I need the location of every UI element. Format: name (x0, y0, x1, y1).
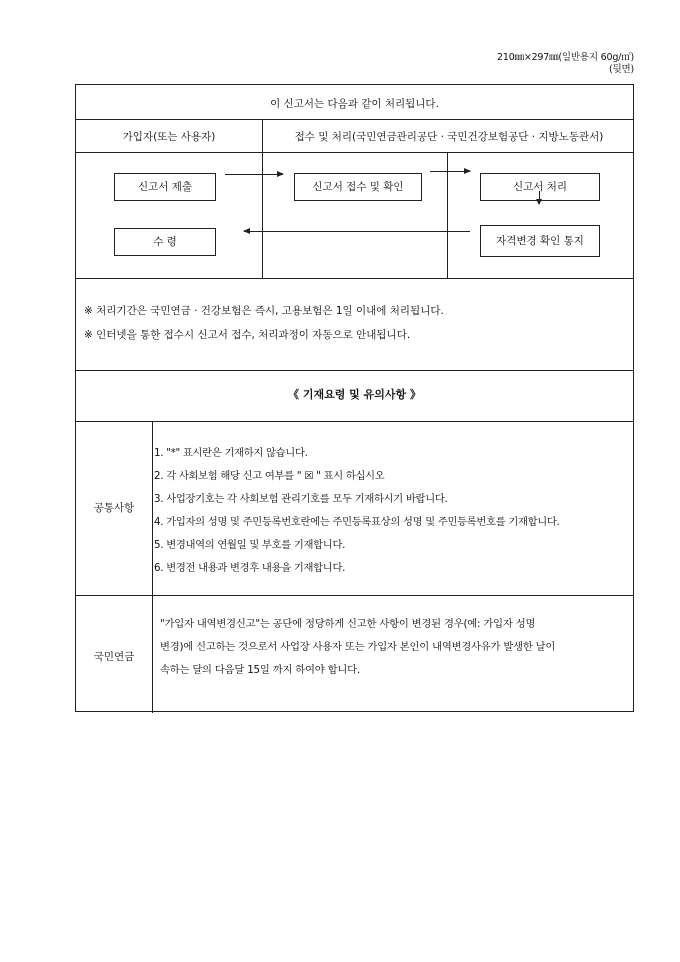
common-item: 1. "*" 표시란은 기재하지 않습니다. (154, 447, 308, 459)
column-header-applicant: 가입자(또는 사용자) (122, 131, 216, 143)
divider (76, 370, 633, 371)
divider (76, 152, 633, 153)
note-internet: ※ 인터넷을 통한 접수시 신고서 접수, 처리과정이 자동으로 안내됩니다. (84, 329, 411, 341)
paper-spec (497, 52, 634, 76)
column-divider (262, 119, 263, 278)
arrow-left-icon (244, 231, 470, 232)
pension-line: "가입자 내역변경신고"는 공단에 정당하게 신고한 사항이 변경된 경우(예: 가입자 성명 (160, 618, 536, 630)
pension-label: 국민연금 (93, 651, 135, 663)
common-item: 5. 변경내역의 연월일 및 부호를 기재합니다. (154, 539, 346, 551)
common-item: 4. 가입자의 성명 및 주민등록번호란에는 주민등록표상의 성명 및 주민등록번호를 기재합니다. (154, 516, 560, 528)
label-divider (152, 421, 153, 713)
common-item: 2. 각 사회보험 해당 신고 여부를 " ☒ " 표시 하십시오 (154, 470, 385, 482)
step-receive: 수 령 (114, 228, 216, 256)
column-header-processing: 접수 및 처리(국민연금관리공단 · 국민건강보험공단 · 지방노동관서) (294, 131, 604, 143)
divider (76, 278, 633, 279)
processing-document (75, 84, 634, 712)
arrow-right-icon (225, 174, 283, 175)
divider (76, 595, 633, 596)
note-processing-time: ※ 처리기간은 국민연금 · 건강보험은 즉시, 고용보험은 1일 이내에 처리됩니다. (84, 305, 444, 317)
paper-size: 210㎜×297㎜(일반용지 60g/㎡) (497, 52, 634, 63)
divider (76, 119, 633, 120)
divider (76, 421, 633, 422)
step-receive-check: 신고서 접수 및 확인 (294, 173, 422, 201)
guide-title: 《 기재요령 및 유의사항 》 (288, 388, 421, 401)
step-submit: 신고서 제출 (114, 173, 216, 201)
process-title: 이 신고서는 다음과 같이 처리됩니다. (270, 98, 439, 110)
arrow-right-icon (430, 171, 470, 172)
arrow-down-icon (539, 191, 540, 204)
step-process: 신고서 처리 (480, 173, 600, 201)
pension-line: 속하는 달의 다음달 15일 까지 하여야 합니다. (160, 664, 360, 676)
pension-line: 변경)에 신고하는 것으로서 사업장 사용자 또는 가입자 본인이 내역변경사유가 발생한 날이 (160, 641, 556, 653)
step-notify: 자격변경 확인 통지 (480, 225, 600, 257)
common-item: 6. 변경전 내용과 변경후 내용을 기재합니다. (154, 562, 346, 574)
common-label: 공통사항 (93, 502, 135, 514)
page-side: (뒷면) (609, 64, 634, 75)
common-item: 3. 사업장기호는 각 사회보험 관리기호를 모두 기재하시기 바랍니다. (154, 493, 448, 505)
